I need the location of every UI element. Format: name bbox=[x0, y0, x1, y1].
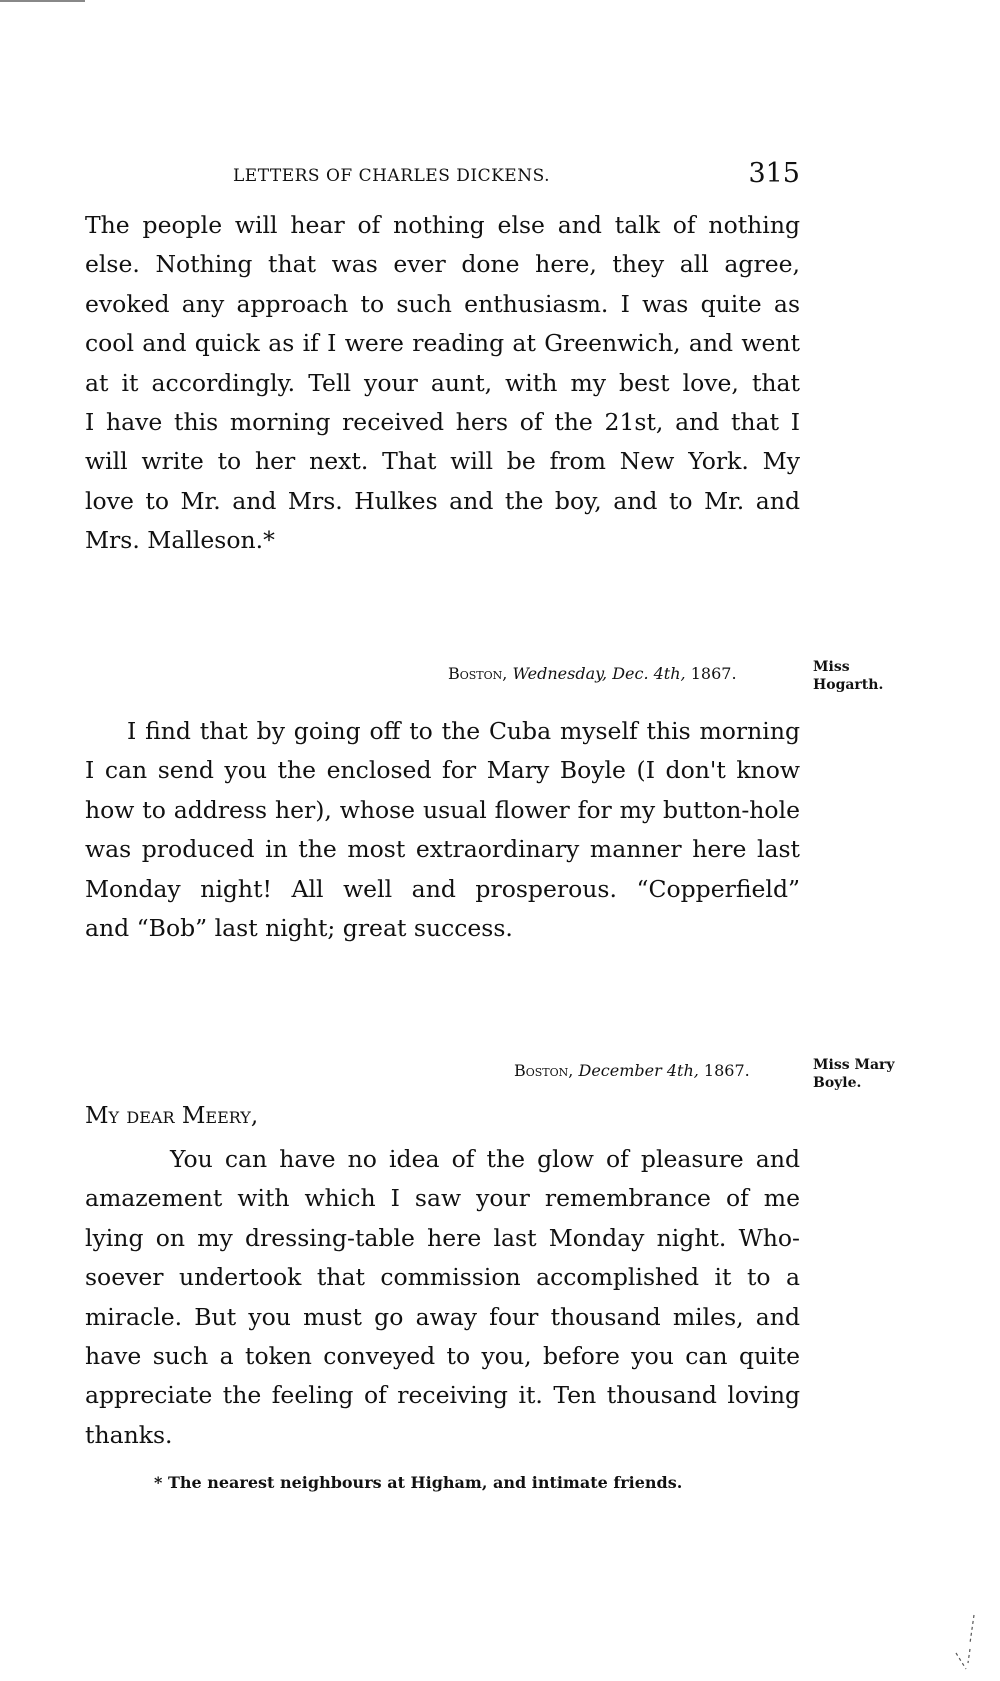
letter2-salutation: My dear Meery, bbox=[85, 1103, 259, 1129]
text-line: Mrs. Malleson.* bbox=[85, 526, 275, 555]
running-head bbox=[85, 158, 800, 198]
text-line: Monday night! All well and prosperous. “Copperfield” bbox=[85, 874, 800, 903]
letter1-dateline bbox=[448, 664, 737, 683]
dateline-day: December 4th, bbox=[578, 1061, 699, 1080]
text-line: love to Mr. and Mrs. Hulkes and the boy, and to Mr. and bbox=[85, 486, 800, 515]
scan-edge-mark bbox=[0, 0, 85, 2]
recipient-line: Miss bbox=[813, 659, 850, 675]
text-line: will write to her next. That will be from New York. My bbox=[85, 447, 800, 476]
footnote: * The nearest neighbours at Higham, and intimate friends. bbox=[154, 1473, 683, 1492]
recipient-line: Boyle. bbox=[813, 1075, 862, 1091]
text-line: I find that by going off to the Cuba myself this morning bbox=[127, 717, 800, 745]
scan-artifact-mark bbox=[952, 1613, 982, 1673]
text-line: The people will hear of nothing else and talk of nothing bbox=[85, 211, 800, 239]
text-line: else. Nothing that was ever done here, they all agree, bbox=[85, 250, 800, 279]
dateline-place: Boston, bbox=[514, 1061, 574, 1080]
text-line: lying on my dressing-table here last Monday night. Who- bbox=[85, 1223, 800, 1252]
text-line: evoked any approach to such enthusiasm. I was quite as bbox=[85, 289, 800, 318]
letter2-body bbox=[85, 1140, 800, 1455]
text-line: soever undertook that commission accomplished it to a bbox=[85, 1263, 800, 1292]
letter2-recipient-note bbox=[813, 1056, 895, 1092]
text-line: You can have no idea of the glow of pleasure and bbox=[170, 1145, 800, 1173]
text-line: how to address her), whose usual flower for my button-hole bbox=[85, 795, 800, 824]
text-line: cool and quick as if I were reading at Greenwich, and went bbox=[85, 329, 800, 358]
text-line: amazement with which I saw your remembrance of me bbox=[85, 1184, 800, 1213]
text-line: I can send you the enclosed for Mary Boyle (I don't know bbox=[85, 756, 800, 785]
text-line: and “Bob” last night; great success. bbox=[85, 914, 513, 943]
dateline-year: 1867. bbox=[703, 1061, 750, 1080]
dateline-day: Wednesday, Dec. 4th, bbox=[512, 664, 686, 683]
running-title: LETTERS OF CHARLES DICKENS. bbox=[233, 166, 551, 186]
dateline-year: 1867. bbox=[690, 664, 737, 683]
page-number: 315 bbox=[748, 158, 800, 189]
text-line: thanks. bbox=[85, 1420, 173, 1449]
letter1-body bbox=[85, 712, 800, 948]
continued-letter-text bbox=[85, 206, 800, 561]
text-line: appreciate the feeling of receiving it. Ten thousand loving bbox=[85, 1381, 800, 1410]
text-line: miracle. But you must go away four thousand miles, and bbox=[85, 1302, 800, 1331]
letter1-recipient-note bbox=[813, 658, 883, 694]
recipient-line: Hogarth. bbox=[813, 677, 884, 693]
text-line: at it accordingly. Tell your aunt, with my best love, that bbox=[85, 368, 800, 397]
text-line: was produced in the most extraordinary manner here last bbox=[85, 835, 800, 864]
dateline-place: Boston, bbox=[448, 664, 508, 683]
text-line: have such a token conveyed to you, before you can quite bbox=[85, 1342, 800, 1371]
recipient-line: Miss Mary bbox=[813, 1057, 895, 1073]
letter2-dateline bbox=[514, 1061, 750, 1080]
text-line: I have this morning received hers of the 21st, and that I bbox=[85, 408, 800, 437]
